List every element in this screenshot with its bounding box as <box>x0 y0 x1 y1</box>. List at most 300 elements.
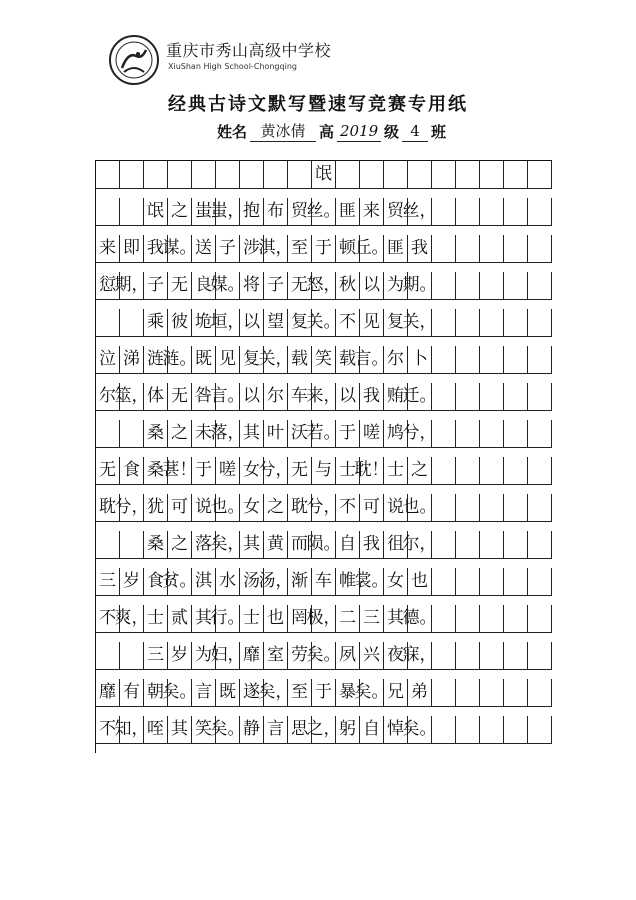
grid-cell[interactable] <box>528 272 552 300</box>
grid-cell[interactable]: 矣。 <box>408 716 432 744</box>
grid-cell[interactable] <box>432 309 456 337</box>
grid-cell[interactable]: 淇， <box>264 235 288 263</box>
grid-cell[interactable] <box>432 605 456 633</box>
grid-cell[interactable]: 二 <box>336 605 360 633</box>
grid-cell[interactable]: 陨。 <box>312 531 336 559</box>
grid-cell[interactable]: 爽， <box>120 605 144 633</box>
grid-cell[interactable]: 矣。 <box>360 679 384 707</box>
grid-cell[interactable] <box>456 309 480 337</box>
grid-cell[interactable]: 于 <box>192 457 216 485</box>
grid-cell[interactable] <box>528 309 552 337</box>
grid-cell[interactable]: 关， <box>408 309 432 337</box>
grid-cell[interactable]: 可 <box>360 494 384 522</box>
grid-cell[interactable]: 劳 <box>288 642 312 670</box>
grid-cell[interactable]: 体 <box>144 383 168 411</box>
grid-cell[interactable]: 嗟 <box>216 457 240 485</box>
grid-cell[interactable]: 咎 <box>192 383 216 411</box>
grid-cell[interactable]: 朝 <box>144 679 168 707</box>
grid-cell[interactable]: 罔 <box>288 605 312 633</box>
grid-cell[interactable]: 复 <box>240 346 264 374</box>
grid-cell[interactable]: 复 <box>288 309 312 337</box>
grid-cell[interactable]: 至 <box>288 679 312 707</box>
grid-cell[interactable]: 知， <box>120 716 144 744</box>
grid-cell[interactable] <box>120 642 144 670</box>
grid-cell[interactable] <box>480 679 504 707</box>
grid-cell[interactable]: 言。 <box>216 383 240 411</box>
grid-cell[interactable]: 兮， <box>408 420 432 448</box>
grid-cell[interactable]: 兄 <box>384 679 408 707</box>
grid-cell[interactable]: 也 <box>408 568 432 596</box>
grid-cell[interactable]: 复 <box>384 309 408 337</box>
grid-cell[interactable]: 筮， <box>120 383 144 411</box>
grid-cell[interactable] <box>480 716 504 744</box>
grid-cell[interactable] <box>96 309 120 337</box>
grid-cell[interactable] <box>456 346 480 374</box>
grid-cell[interactable]: 迁。 <box>408 383 432 411</box>
grid-cell[interactable] <box>528 642 552 670</box>
grid-cell[interactable]: 汤， <box>264 568 288 596</box>
grid-cell[interactable]: 裳。 <box>360 568 384 596</box>
grid-cell[interactable]: 食 <box>144 568 168 596</box>
grid-cell[interactable] <box>528 716 552 744</box>
grid-cell[interactable] <box>528 531 552 559</box>
grid-cell[interactable]: 见 <box>360 309 384 337</box>
grid-cell[interactable]: 以 <box>240 383 264 411</box>
grid-cell[interactable] <box>480 605 504 633</box>
grid-cell[interactable]: 无 <box>288 272 312 300</box>
grid-cell[interactable] <box>504 161 528 189</box>
grid-cell[interactable]: 未 <box>192 420 216 448</box>
grid-cell[interactable]: 泣 <box>96 346 120 374</box>
grid-cell[interactable] <box>504 235 528 263</box>
grid-cell[interactable]: 其 <box>384 605 408 633</box>
grid-cell[interactable] <box>480 642 504 670</box>
grid-cell[interactable]: 我 <box>408 235 432 263</box>
grid-cell[interactable]: 有 <box>120 679 144 707</box>
grid-cell[interactable]: 氓 <box>312 161 336 189</box>
grid-cell[interactable] <box>96 198 120 226</box>
grid-cell[interactable]: 关。 <box>312 309 336 337</box>
grid-cell[interactable] <box>456 531 480 559</box>
grid-cell[interactable]: 来 <box>96 235 120 263</box>
grid-cell[interactable] <box>432 679 456 707</box>
grid-cell[interactable]: 说 <box>384 494 408 522</box>
grid-cell[interactable]: 岁 <box>168 642 192 670</box>
grid-cell[interactable]: 其 <box>168 716 192 744</box>
grid-cell[interactable] <box>504 198 528 226</box>
grid-cell[interactable] <box>408 161 432 189</box>
grid-cell[interactable] <box>504 420 528 448</box>
grid-cell[interactable] <box>432 161 456 189</box>
grid-cell[interactable]: 丝。 <box>312 198 336 226</box>
grid-cell[interactable] <box>504 642 528 670</box>
grid-cell[interactable] <box>432 531 456 559</box>
grid-cell[interactable] <box>192 161 216 189</box>
grid-cell[interactable]: 矣。 <box>312 642 336 670</box>
grid-cell[interactable]: 其 <box>240 531 264 559</box>
grid-cell[interactable]: 悼 <box>384 716 408 744</box>
grid-cell[interactable]: 鸠 <box>384 420 408 448</box>
grid-cell[interactable] <box>504 716 528 744</box>
grid-cell[interactable] <box>432 272 456 300</box>
grid-cell[interactable] <box>480 531 504 559</box>
grid-cell[interactable] <box>456 457 480 485</box>
grid-cell[interactable]: 贰 <box>168 605 192 633</box>
grade-field[interactable]: 2019 <box>337 121 381 142</box>
grid-cell[interactable] <box>456 642 480 670</box>
grid-cell[interactable]: 蚩 <box>192 198 216 226</box>
grid-cell[interactable]: 我 <box>144 235 168 263</box>
grid-cell[interactable]: 尔 <box>96 383 120 411</box>
grid-cell[interactable] <box>504 679 528 707</box>
grid-cell[interactable] <box>384 161 408 189</box>
grid-cell[interactable]: 暴 <box>336 679 360 707</box>
grid-cell[interactable] <box>504 346 528 374</box>
grid-cell[interactable]: 子 <box>144 272 168 300</box>
grid-cell[interactable]: 士 <box>144 605 168 633</box>
grid-cell[interactable] <box>480 309 504 337</box>
grid-cell[interactable]: 女 <box>384 568 408 596</box>
grid-cell[interactable] <box>120 531 144 559</box>
grid-cell[interactable] <box>456 198 480 226</box>
grid-cell[interactable]: 士 <box>384 457 408 485</box>
grid-cell[interactable]: 不 <box>336 309 360 337</box>
grid-cell[interactable]: 以 <box>336 383 360 411</box>
grid-cell[interactable]: 我 <box>360 531 384 559</box>
grid-cell[interactable]: 匪 <box>384 235 408 263</box>
grid-cell[interactable]: 葚！ <box>168 457 192 485</box>
grid-cell[interactable]: 媒。 <box>216 272 240 300</box>
grid-cell[interactable]: 涟。 <box>168 346 192 374</box>
grid-cell[interactable] <box>456 383 480 411</box>
grid-cell[interactable]: 水 <box>216 568 240 596</box>
grid-cell[interactable]: 妇， <box>216 642 240 670</box>
grid-cell[interactable]: 怒， <box>312 272 336 300</box>
grid-cell[interactable]: 思 <box>288 716 312 744</box>
grid-cell[interactable] <box>528 605 552 633</box>
grid-cell[interactable]: 匪 <box>336 198 360 226</box>
grid-cell[interactable]: 涕 <box>120 346 144 374</box>
grid-cell[interactable] <box>504 383 528 411</box>
grid-cell[interactable]: 女 <box>240 457 264 485</box>
grid-cell[interactable]: 极， <box>312 605 336 633</box>
grid-cell[interactable]: 行。 <box>216 605 240 633</box>
grid-cell[interactable] <box>504 494 528 522</box>
grid-cell[interactable]: 淇 <box>192 568 216 596</box>
grid-cell[interactable]: 靡 <box>96 679 120 707</box>
grid-cell[interactable]: 弟 <box>408 679 432 707</box>
grid-cell[interactable]: 垝 <box>192 309 216 337</box>
grid-cell[interactable]: 落 <box>192 531 216 559</box>
grid-cell[interactable]: 矣， <box>264 679 288 707</box>
grid-cell[interactable]: 载 <box>336 346 360 374</box>
grid-cell[interactable] <box>528 679 552 707</box>
grid-cell[interactable] <box>528 235 552 263</box>
grid-cell[interactable]: 之 <box>168 198 192 226</box>
grid-cell[interactable] <box>432 198 456 226</box>
grid-cell[interactable]: 说 <box>192 494 216 522</box>
grid-cell[interactable]: 耽！ <box>360 457 384 485</box>
grid-cell[interactable] <box>456 420 480 448</box>
grid-cell[interactable] <box>480 383 504 411</box>
grid-cell[interactable] <box>504 309 528 337</box>
grid-cell[interactable]: 丘。 <box>360 235 384 263</box>
grid-cell[interactable]: 送 <box>192 235 216 263</box>
grid-cell[interactable]: 既 <box>216 679 240 707</box>
grid-cell[interactable]: 耽 <box>96 494 120 522</box>
grid-cell[interactable]: 来 <box>360 198 384 226</box>
grid-cell[interactable] <box>96 531 120 559</box>
grid-cell[interactable]: 三 <box>96 568 120 596</box>
grid-cell[interactable]: 三 <box>144 642 168 670</box>
grid-cell[interactable]: 不 <box>96 605 120 633</box>
grid-cell[interactable] <box>456 679 480 707</box>
grid-cell[interactable] <box>432 568 456 596</box>
grid-cell[interactable]: 兮， <box>264 457 288 485</box>
grid-cell[interactable]: 既 <box>192 346 216 374</box>
grid-cell[interactable] <box>480 198 504 226</box>
grid-cell[interactable]: 言 <box>192 679 216 707</box>
grid-cell[interactable]: 犹 <box>144 494 168 522</box>
grid-cell[interactable]: 愆 <box>96 272 120 300</box>
grid-cell[interactable]: 自 <box>336 531 360 559</box>
grid-cell[interactable] <box>504 605 528 633</box>
grid-cell[interactable]: 也。 <box>216 494 240 522</box>
grid-cell[interactable]: 无 <box>168 383 192 411</box>
grid-cell[interactable] <box>480 161 504 189</box>
grid-cell[interactable]: 贫。 <box>168 568 192 596</box>
grid-cell[interactable]: 咥 <box>144 716 168 744</box>
grid-cell[interactable]: 渐 <box>288 568 312 596</box>
grid-cell[interactable]: 笑 <box>192 716 216 744</box>
grid-cell[interactable] <box>120 309 144 337</box>
grid-cell[interactable] <box>480 235 504 263</box>
grid-cell[interactable] <box>528 161 552 189</box>
grid-cell[interactable]: 室 <box>264 642 288 670</box>
grid-cell[interactable] <box>480 568 504 596</box>
grid-cell[interactable]: 期。 <box>408 272 432 300</box>
grid-cell[interactable]: 贸 <box>384 198 408 226</box>
grid-cell[interactable]: 汤 <box>240 568 264 596</box>
grid-cell[interactable]: 之， <box>312 716 336 744</box>
grid-cell[interactable]: 尔 <box>264 383 288 411</box>
grid-cell[interactable]: 矣。 <box>168 679 192 707</box>
grid-cell[interactable]: 即 <box>120 235 144 263</box>
grid-cell[interactable]: 也 <box>264 605 288 633</box>
grid-cell[interactable]: 徂 <box>384 531 408 559</box>
grid-cell[interactable]: 其 <box>240 420 264 448</box>
grid-cell[interactable] <box>456 716 480 744</box>
grid-cell[interactable] <box>144 161 168 189</box>
grid-cell[interactable]: 良 <box>192 272 216 300</box>
grid-cell[interactable] <box>432 716 456 744</box>
grid-cell[interactable] <box>480 272 504 300</box>
grid-cell[interactable]: 乘 <box>144 309 168 337</box>
grid-cell[interactable]: 落， <box>216 420 240 448</box>
grid-cell[interactable] <box>240 161 264 189</box>
grid-cell[interactable]: 以 <box>240 309 264 337</box>
grid-cell[interactable]: 黄 <box>264 531 288 559</box>
grid-cell[interactable] <box>432 235 456 263</box>
grid-cell[interactable]: 言。 <box>360 346 384 374</box>
grid-cell[interactable]: 夜 <box>384 642 408 670</box>
grid-cell[interactable]: 顿 <box>336 235 360 263</box>
grid-cell[interactable] <box>120 420 144 448</box>
grid-cell[interactable]: 德。 <box>408 605 432 633</box>
grid-cell[interactable] <box>456 161 480 189</box>
grid-cell[interactable]: 自 <box>360 716 384 744</box>
grid-cell[interactable]: 躬 <box>336 716 360 744</box>
grid-cell[interactable]: 食 <box>120 457 144 485</box>
grid-cell[interactable]: 而 <box>288 531 312 559</box>
grid-cell[interactable]: 无 <box>96 457 120 485</box>
grid-cell[interactable] <box>480 420 504 448</box>
grid-cell[interactable]: 贿 <box>384 383 408 411</box>
grid-cell[interactable]: 不 <box>336 494 360 522</box>
grid-cell[interactable]: 也。 <box>408 494 432 522</box>
grid-cell[interactable]: 秋 <box>336 272 360 300</box>
grid-cell[interactable]: 将 <box>240 272 264 300</box>
grid-cell[interactable]: 见 <box>216 346 240 374</box>
grid-cell[interactable]: 兮， <box>120 494 144 522</box>
grid-cell[interactable]: 言 <box>264 716 288 744</box>
grid-cell[interactable] <box>96 161 120 189</box>
grid-cell[interactable]: 蚩， <box>216 198 240 226</box>
grid-cell[interactable]: 垣， <box>216 309 240 337</box>
grid-cell[interactable]: 叶 <box>264 420 288 448</box>
grid-cell[interactable]: 子 <box>216 235 240 263</box>
grid-cell[interactable]: 无 <box>288 457 312 485</box>
grid-cell[interactable]: 三 <box>360 605 384 633</box>
grid-cell[interactable] <box>432 383 456 411</box>
grid-cell[interactable] <box>504 568 528 596</box>
grid-cell[interactable] <box>528 198 552 226</box>
grid-cell[interactable] <box>216 161 240 189</box>
grid-cell[interactable]: 无 <box>168 272 192 300</box>
grid-cell[interactable]: 靡 <box>240 642 264 670</box>
grid-cell[interactable]: 望 <box>264 309 288 337</box>
grid-cell[interactable]: 耽 <box>288 494 312 522</box>
grid-cell[interactable] <box>288 161 312 189</box>
grid-cell[interactable] <box>504 272 528 300</box>
grid-cell[interactable] <box>456 605 480 633</box>
grid-cell[interactable]: 氓 <box>144 198 168 226</box>
grid-cell[interactable]: 矣， <box>216 531 240 559</box>
name-field[interactable]: 黄冰倩 <box>250 121 316 142</box>
grid-cell[interactable]: 尔， <box>408 531 432 559</box>
grid-cell[interactable] <box>432 346 456 374</box>
grid-cell[interactable]: 布 <box>264 198 288 226</box>
grid-cell[interactable]: 期， <box>120 272 144 300</box>
grid-cell[interactable]: 涉 <box>240 235 264 263</box>
grid-cell[interactable]: 士 <box>336 457 360 485</box>
grid-cell[interactable] <box>456 494 480 522</box>
grid-cell[interactable] <box>96 642 120 670</box>
grid-cell[interactable] <box>504 531 528 559</box>
grid-cell[interactable]: 载 <box>288 346 312 374</box>
grid-cell[interactable]: 卜 <box>408 346 432 374</box>
grid-cell[interactable] <box>528 494 552 522</box>
grid-cell[interactable]: 车 <box>288 383 312 411</box>
grid-cell[interactable] <box>168 161 192 189</box>
grid-cell[interactable]: 桑 <box>144 531 168 559</box>
grid-cell[interactable] <box>528 346 552 374</box>
grid-cell[interactable]: 彼 <box>168 309 192 337</box>
grid-cell[interactable]: 涟 <box>144 346 168 374</box>
grid-cell[interactable]: 笑 <box>312 346 336 374</box>
grid-cell[interactable]: 兴 <box>360 642 384 670</box>
grid-cell[interactable]: 帷 <box>336 568 360 596</box>
grid-cell[interactable]: 关， <box>264 346 288 374</box>
grid-cell[interactable]: 遂 <box>240 679 264 707</box>
grid-cell[interactable] <box>528 383 552 411</box>
grid-cell[interactable]: 车 <box>312 568 336 596</box>
grid-cell[interactable]: 桑 <box>144 420 168 448</box>
grid-cell[interactable]: 抱 <box>240 198 264 226</box>
grid-cell[interactable] <box>120 161 144 189</box>
grid-cell[interactable] <box>432 494 456 522</box>
grid-cell[interactable]: 子 <box>264 272 288 300</box>
grid-cell[interactable]: 以 <box>360 272 384 300</box>
grid-cell[interactable]: 之 <box>168 531 192 559</box>
grid-cell[interactable]: 岁 <box>120 568 144 596</box>
grid-cell[interactable]: 之 <box>168 420 192 448</box>
grid-cell[interactable]: 兮， <box>312 494 336 522</box>
grid-cell[interactable]: 桑 <box>144 457 168 485</box>
grid-cell[interactable] <box>480 457 504 485</box>
grid-cell[interactable] <box>120 198 144 226</box>
grid-cell[interactable] <box>480 494 504 522</box>
grid-cell[interactable] <box>456 568 480 596</box>
grid-cell[interactable]: 女 <box>240 494 264 522</box>
grid-cell[interactable] <box>528 457 552 485</box>
grid-cell[interactable]: 尔 <box>384 346 408 374</box>
grid-cell[interactable]: 与 <box>312 457 336 485</box>
grid-cell[interactable]: 夙 <box>336 642 360 670</box>
grid-cell[interactable]: 于 <box>312 679 336 707</box>
grid-cell[interactable]: 为 <box>384 272 408 300</box>
grid-cell[interactable]: 之 <box>264 494 288 522</box>
grid-cell[interactable] <box>432 420 456 448</box>
grid-cell[interactable]: 其 <box>192 605 216 633</box>
grid-cell[interactable]: 为 <box>192 642 216 670</box>
grid-cell[interactable] <box>432 457 456 485</box>
grid-cell[interactable] <box>480 346 504 374</box>
grid-cell[interactable]: 嗟 <box>360 420 384 448</box>
grid-cell[interactable]: 不 <box>96 716 120 744</box>
class-field[interactable]: 4 <box>402 121 428 142</box>
grid-cell[interactable]: 沃 <box>288 420 312 448</box>
grid-cell[interactable] <box>528 420 552 448</box>
grid-cell[interactable] <box>96 420 120 448</box>
grid-cell[interactable]: 我 <box>360 383 384 411</box>
grid-cell[interactable] <box>456 272 480 300</box>
grid-cell[interactable]: 之 <box>408 457 432 485</box>
grid-cell[interactable] <box>336 161 360 189</box>
grid-cell[interactable]: 静 <box>240 716 264 744</box>
grid-cell[interactable] <box>528 568 552 596</box>
grid-cell[interactable] <box>264 161 288 189</box>
grid-cell[interactable] <box>504 457 528 485</box>
grid-cell[interactable]: 谋。 <box>168 235 192 263</box>
grid-cell[interactable]: 至 <box>288 235 312 263</box>
grid-cell[interactable]: 可 <box>168 494 192 522</box>
grid-cell[interactable] <box>432 642 456 670</box>
grid-cell[interactable]: 贸 <box>288 198 312 226</box>
grid-cell[interactable] <box>360 161 384 189</box>
grid-cell[interactable]: 来， <box>312 383 336 411</box>
grid-cell[interactable]: 矣。 <box>216 716 240 744</box>
